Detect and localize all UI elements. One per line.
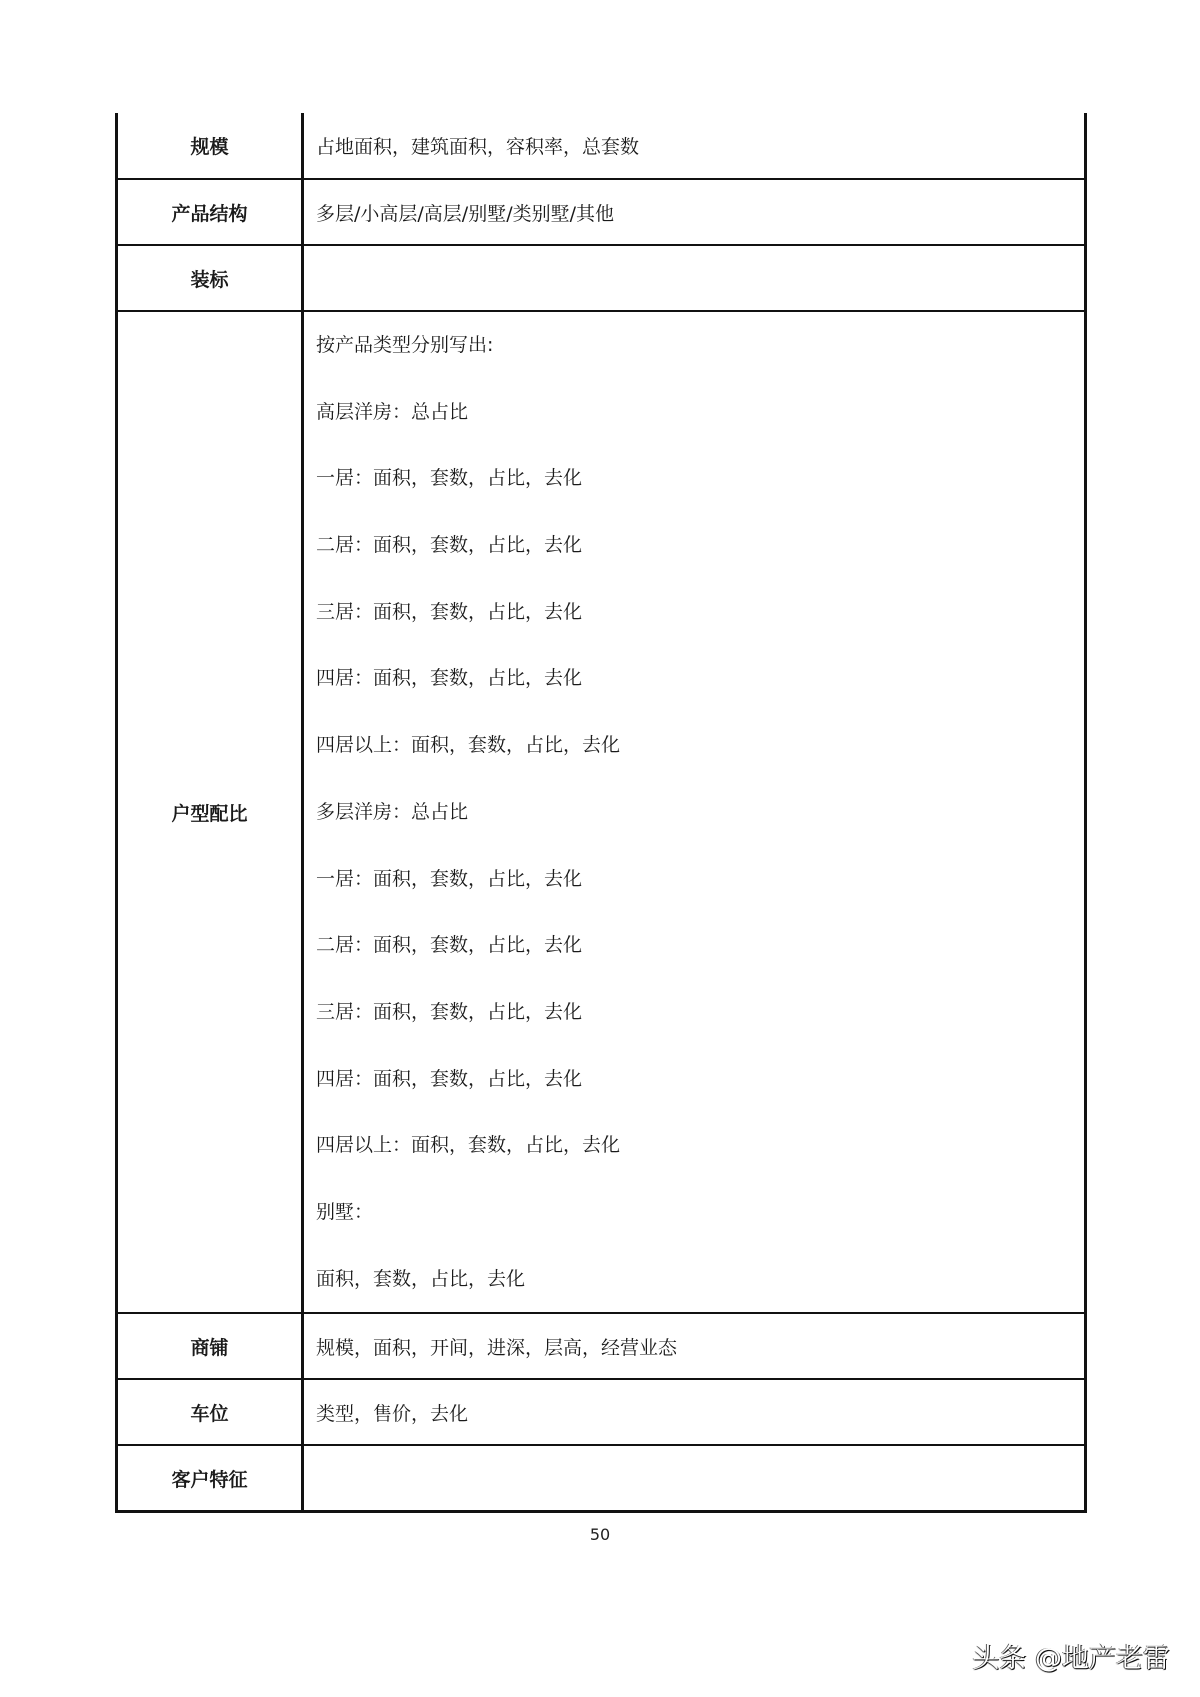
row-label: 产品结构	[117, 179, 303, 245]
row-label: 车位	[117, 1379, 303, 1445]
table-row-decoration	[117, 245, 1086, 311]
watermark: 头条 @地产老雷	[972, 1643, 1170, 1674]
row-content	[303, 1445, 1086, 1511]
row-content: 多层/小高层/高层/别墅/类别墅/其他	[303, 179, 1086, 245]
survey-table	[115, 113, 1087, 1513]
row-label: 商铺	[117, 1313, 303, 1379]
content-line: 高层洋房：总占比	[316, 400, 469, 423]
content-line: 三居：面积，套数，占比，去化	[316, 1000, 583, 1023]
content-line: 多层洋房：总占比	[316, 800, 469, 823]
content-line: 二居：面积，套数，占比，去化	[316, 534, 583, 557]
row-content	[303, 245, 1086, 311]
content-line: 四居：面积，套数，占比，去化	[316, 1067, 583, 1090]
content-line: 二居：面积，套数，占比，去化	[316, 934, 583, 957]
row-content: 占地面积，建筑面积，容积率，总套数	[316, 136, 640, 158]
table-row-parking	[117, 1379, 1086, 1445]
content-line: 四居以上：面积，套数，占比，去化	[316, 734, 621, 757]
content-line: 一居：面积，套数，占比，去化	[316, 467, 583, 490]
content-line: 四居：面积，套数，占比，去化	[316, 667, 583, 690]
row-content	[303, 311, 1086, 1313]
content-line: 别墅：	[316, 1200, 374, 1223]
row-content: 类型，售价，去化	[303, 1379, 1086, 1445]
content-line: 按产品类型分别写出:	[316, 334, 494, 356]
row-label: 客户特征	[117, 1445, 303, 1511]
content-line: 面积，套数，占比，去化	[316, 1267, 526, 1290]
row-label: 户型配比	[117, 311, 303, 1313]
page-number: 50	[589, 1525, 611, 1544]
table-row-shops	[117, 1313, 1086, 1379]
row-label: 规模	[117, 113, 303, 179]
row-content: 规模，面积，开间，进深，层高，经营业态	[303, 1313, 1086, 1379]
row-label: 装标	[117, 245, 303, 311]
table-row-scale	[117, 113, 1086, 179]
content-line: 四居以上：面积，套数，占比，去化	[316, 1134, 621, 1157]
table-row-product-structure	[117, 179, 1086, 245]
table-row-customer-profile	[117, 1445, 1086, 1511]
content-line: 三居：面积，套数，占比，去化	[316, 600, 583, 623]
table-row-unit-mix	[117, 311, 1086, 1313]
content-line: 一居：面积，套数，占比，去化	[316, 867, 583, 890]
